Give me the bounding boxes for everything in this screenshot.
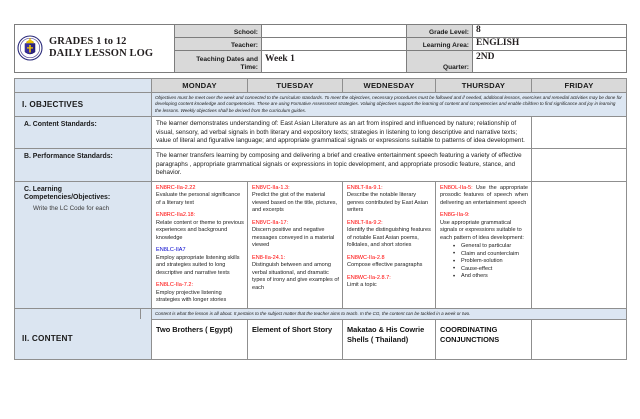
document-title-text xyxy=(49,36,153,60)
competencies-cell-thursday[interactable] xyxy=(436,181,532,308)
competencies-cell-friday[interactable] xyxy=(532,181,627,308)
content-label-spacer-right xyxy=(141,308,152,319)
lc-code: EN8WC-IIa-2.8.7: xyxy=(347,274,391,281)
teaching-dates-label: Teaching Dates and Time: xyxy=(175,50,262,72)
document-title-cell xyxy=(15,25,175,73)
idea-development-bullet-list xyxy=(440,243,528,280)
lc-code: EN8LC-IIA7 xyxy=(156,247,186,254)
content-label-spacer-left xyxy=(15,308,141,319)
quarter-value[interactable]: 2ND xyxy=(473,50,627,72)
content-standards-text[interactable]: The learner demonstrates understanding of: East Asian Literature as an art from inspired and influenced by nature; relationship of visual, sensory, ad verbal signals in both literary and expository texts; strategies in listening to long descriptive and narrative texts; value of literal and figurative language; and appropriate grammatical signals or expressions suitable to patterns of idea development. xyxy=(152,117,532,149)
list-item: • General to particular xyxy=(453,243,528,250)
list-item: • Claim and counterclaim xyxy=(453,251,528,258)
deped-seal-icon xyxy=(17,35,43,61)
lc-code: EN8WC-IIa-2.8 xyxy=(347,254,385,261)
header-row-school xyxy=(15,25,627,38)
lc-code: EN8VC-IIa-1.3: xyxy=(252,184,290,191)
school-label: School: xyxy=(175,25,262,38)
title-line-1: GRADES 1 to 12 xyxy=(49,36,127,48)
lc-text: Relate content or theme to previous experiences and background knowledge xyxy=(156,219,244,241)
lc-text: Use the appropriate prosodic features of speech when delivering an entertainment speech xyxy=(440,184,528,206)
lc-text: Employ appropriate listening skills and strategies suited to long descriptive and narrative texts xyxy=(156,254,240,276)
lc-code: EN8VC-IIa-17: xyxy=(252,219,289,226)
content-cell-monday[interactable]: Two Brothers ( Egypt) xyxy=(152,319,248,359)
grade-level-value[interactable]: 8 xyxy=(473,25,627,38)
section-label-content: II. CONTENT xyxy=(15,319,152,359)
teaching-dates-value[interactable]: Week 1 xyxy=(262,50,407,72)
lc-text: Distinguish between and among verbal situational, and dramatic types of irony and give examples of each xyxy=(252,262,339,291)
competencies-cell-wednesday[interactable] xyxy=(343,181,436,308)
day-header-monday: MONDAY xyxy=(152,79,248,93)
corner-cell-right xyxy=(141,79,152,93)
learning-competencies-row xyxy=(15,181,627,308)
lc-text: Compose effective paragraphs xyxy=(347,262,423,269)
teacher-value[interactable] xyxy=(262,37,407,50)
school-value[interactable] xyxy=(262,25,407,38)
list-item: • Problem-solution xyxy=(453,258,528,265)
lc-code: EN8OL-IIa-5: xyxy=(440,184,473,191)
lc-code: EN8LC-IIa-7.2: xyxy=(156,282,193,289)
day-header-row xyxy=(15,79,627,93)
row-label-performance-standards: B. Performance Standards: xyxy=(15,149,152,181)
lc-text: Employ projective listening strategies with longer stories xyxy=(156,289,227,304)
lc-code: EN8RC-IIa2.18: xyxy=(156,212,196,219)
content-row xyxy=(15,319,627,359)
list-item: • And others xyxy=(453,273,528,280)
content-note-row xyxy=(15,308,627,319)
learning-area-label: Learning Area: xyxy=(407,37,473,50)
day-header-friday: FRIDAY xyxy=(532,79,627,93)
objectives-row xyxy=(15,93,627,117)
row-label-content-standards: A. Content Standards: xyxy=(15,117,152,149)
content-cell-tuesday[interactable]: Element of Short Story xyxy=(248,319,343,359)
grade-level-label: Grade Level: xyxy=(407,25,473,38)
lc-text: Use appropriate grammatical signals or expressions suitable to each pattern of idea development: xyxy=(440,219,524,241)
lc-code: EN8G-IIa-9: xyxy=(440,212,470,219)
lc-code: EN8-IIa-24.1: xyxy=(252,254,285,261)
corner-cell-left xyxy=(15,79,141,93)
competencies-cell-tuesday[interactable] xyxy=(248,181,343,308)
document-header-table xyxy=(14,24,627,73)
lesson-log-main-table xyxy=(14,78,627,360)
performance-standards-row xyxy=(15,149,627,181)
day-header-thursday: THURSDAY xyxy=(436,79,532,93)
lc-text: Limit a topic xyxy=(347,282,377,289)
lc-text: Discern positive and negative messages conveyed in a material viewed xyxy=(252,227,335,249)
content-cell-wednesday[interactable]: Makatao & His Cowrie Shells ( Thailand) xyxy=(343,319,436,359)
lc-code: EN8RC-IIa-2.22 xyxy=(156,184,196,191)
lc-text: Identify the distinguishing features of notable East Asian poems, folktales, and short stories xyxy=(347,227,431,249)
content-standards-friday-cell[interactable] xyxy=(532,117,627,149)
content-standards-row xyxy=(15,117,627,149)
day-header-wednesday: WEDNESDAY xyxy=(343,79,436,93)
content-cell-thursday[interactable]: COORDINATING CONJUNCTIONS xyxy=(436,319,532,359)
list-item: • Cause-effect xyxy=(453,266,528,273)
teacher-label: Teacher: xyxy=(175,37,262,50)
content-cell-friday[interactable] xyxy=(532,319,627,359)
performance-standards-text[interactable]: The learner transfers learning by composing and delivering a brief and creative entertainment speech featuring a variety of effective paragraphs , appropriate grammatical signals or expressions in topic development, and appropriate prosodic feature, stance, and behavior. xyxy=(152,149,532,181)
competencies-label-main: C. Learning Competencies/Objectives: xyxy=(24,185,111,202)
lc-code: EN8LT-IIa-9.2: xyxy=(347,219,383,226)
lc-text: Evaluate the personal significance of a literary text xyxy=(156,192,241,206)
title-line-2: DAILY LESSON LOG xyxy=(49,48,154,60)
lc-text: Predict the gist of the material viewed based on the title, pictures, and excerpts xyxy=(252,192,338,214)
lc-code: EN8LT-IIa-9.1: xyxy=(347,184,383,191)
section-label-objectives: I. OBJECTIVES xyxy=(15,93,152,117)
objectives-guidance-note: Objectives must be meet over the week and connected to the curriculum standards. To meet the objectives, necessary procedures must be followed and if needed, additional lessons, exercises and remedial activities may be done for developing content knowledge and competencies. These are using Formative Assessment strategies. Valuing objectives support the learning of content and competencies and enable children to find significance and joy in learning the lessons. Weekly objectives shall be derived from the curriculum guides. xyxy=(152,93,627,117)
day-header-tuesday: TUESDAY xyxy=(248,79,343,93)
competencies-label-sub: Write the LC Code for each xyxy=(33,204,110,212)
performance-standards-friday-cell[interactable] xyxy=(532,149,627,181)
lc-text: Describe the notable literary genres contributed by East Asian writers xyxy=(347,192,429,214)
row-label-learning-competencies xyxy=(15,181,152,308)
learning-area-value[interactable]: ENGLISH xyxy=(473,37,627,50)
competencies-cell-monday[interactable] xyxy=(152,181,248,308)
quarter-label: Quarter: xyxy=(407,50,473,72)
content-guidance-note: Content is what the lesson is all about. It pertains to the subject matter that the teacher aims to teach. In the CG, the content can be tackled in a week or two. xyxy=(152,308,627,319)
